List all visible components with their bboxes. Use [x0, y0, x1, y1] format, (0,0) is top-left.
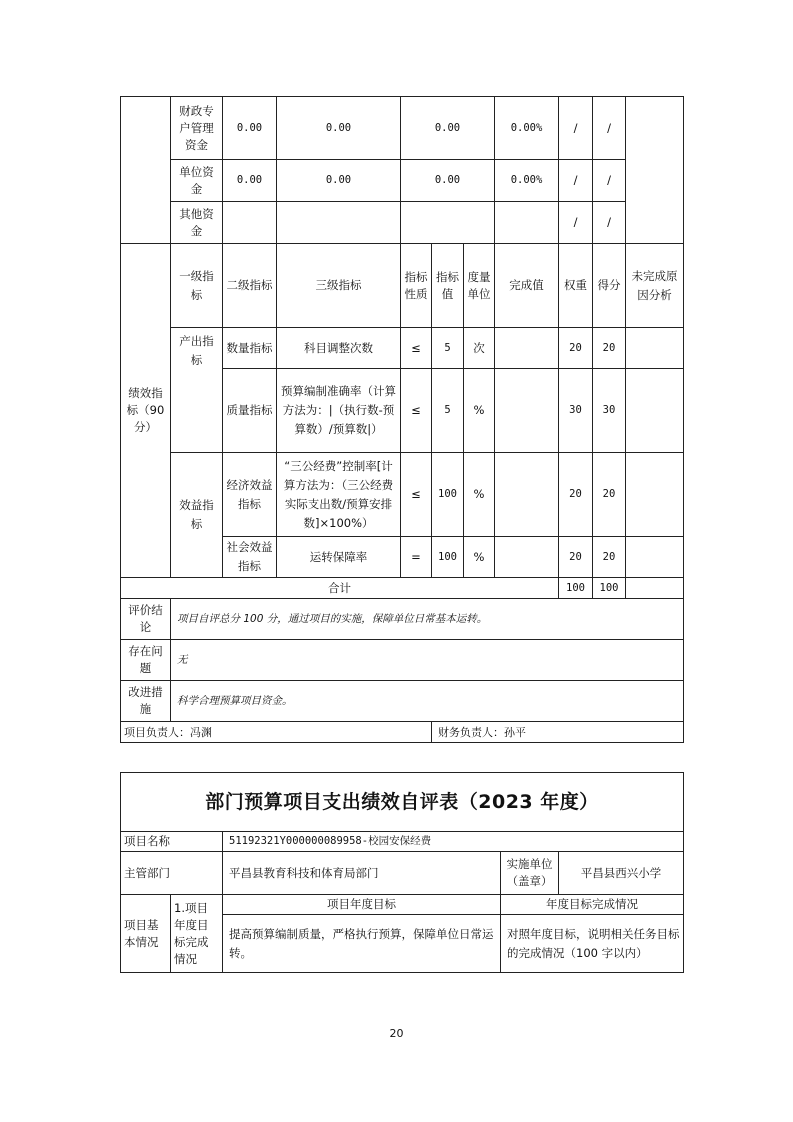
funding-row: [121, 202, 684, 244]
problems-label: 存在问题: [121, 640, 171, 681]
row-reason: [626, 537, 684, 578]
target-label: 1.项目年度目标完成情况: [171, 895, 223, 973]
row-value: 5: [432, 328, 464, 369]
row-value: 5: [432, 369, 464, 453]
header-score: 得分: [593, 244, 626, 328]
header-done: 完成值: [495, 244, 559, 328]
total-label: 合计: [121, 578, 559, 599]
funding-slash: /: [593, 202, 626, 244]
funding-label: 财政专户管理资金: [171, 97, 223, 160]
header-weight: 权重: [559, 244, 593, 328]
dept-value: 平昌县教育科技和体育局部门: [223, 852, 501, 895]
funding-value: 0.00: [277, 97, 401, 160]
header-value: 指标值: [432, 244, 464, 328]
row-score: 20: [593, 328, 626, 369]
project-name-label: 项目名称: [121, 832, 223, 852]
target-header-row: [121, 895, 684, 915]
project-leader: 项目负责人：冯渊: [121, 722, 432, 743]
form-title: 部门预算项目支出绩效自评表（2023 年度）: [121, 773, 684, 832]
impl-label: 实施单位（盖章）: [501, 852, 559, 895]
header-nature: 指标性质: [401, 244, 432, 328]
basic-label: 项目基本情况: [121, 895, 171, 973]
group-output: 产出指标: [171, 328, 223, 453]
row-weight: 20: [559, 537, 593, 578]
row-reason: [626, 369, 684, 453]
row-level3: 科目调整次数: [277, 328, 401, 369]
funding-value: 0.00: [223, 97, 277, 160]
improve-row: [121, 681, 684, 722]
blank-cell: [626, 578, 684, 599]
row-score: 30: [593, 369, 626, 453]
row-value: 100: [432, 453, 464, 537]
header-reason: 未完成原因分析: [626, 244, 684, 328]
form-title-row: [121, 773, 684, 832]
funding-label: 单位资金: [171, 160, 223, 202]
self-evaluation-form: [120, 772, 684, 973]
row-value: 100: [432, 537, 464, 578]
funding-value: 0.00: [223, 160, 277, 202]
funding-slash: /: [559, 160, 593, 202]
funding-rate: [495, 202, 559, 244]
funding-value: 0.00: [401, 160, 495, 202]
funding-value: [223, 202, 277, 244]
row-done: [495, 369, 559, 453]
annual-target-header: 项目年度目标: [223, 895, 501, 915]
row-level3: 预算编制准确率（计算方法为：|（执行数-预算数）/预算数|）: [277, 369, 401, 453]
row-nature: =: [401, 537, 432, 578]
funding-label: 其他资金: [171, 202, 223, 244]
conclusion-row: [121, 599, 684, 640]
perf-row: [121, 453, 684, 537]
row-level2: 社会效益指标: [223, 537, 277, 578]
header-unit: 度量单位: [464, 244, 495, 328]
funding-rate: 0.00%: [495, 97, 559, 160]
perf-header-row: [121, 244, 684, 328]
conclusion-text: 项目自评总分 100 分，通过项目的实施，保障单位日常基本运转。: [171, 599, 684, 640]
row-done: [495, 453, 559, 537]
dept-row: [121, 852, 684, 895]
total-row: [121, 578, 684, 599]
row-score: 20: [593, 537, 626, 578]
funding-slash: /: [559, 97, 593, 160]
row-nature: ≤: [401, 453, 432, 537]
funding-value: 0.00: [277, 160, 401, 202]
row-unit: 次: [464, 328, 495, 369]
funding-slash: /: [593, 160, 626, 202]
row-level2: 数量指标: [223, 328, 277, 369]
row-unit: %: [464, 537, 495, 578]
row-nature: ≤: [401, 369, 432, 453]
total-score: 100: [593, 578, 626, 599]
row-unit: %: [464, 369, 495, 453]
row-unit: %: [464, 453, 495, 537]
blank-cell: [121, 97, 171, 244]
improve-text: 科学合理预算项目资金。: [171, 681, 684, 722]
page-number: 20: [389, 1027, 404, 1040]
row-nature: ≤: [401, 328, 432, 369]
row-weight: 30: [559, 369, 593, 453]
conclusion-label: 评价结论: [121, 599, 171, 640]
dept-label: 主管部门: [121, 852, 223, 895]
funding-rate: 0.00%: [495, 160, 559, 202]
performance-table: [120, 96, 684, 743]
row-reason: [626, 453, 684, 537]
problems-text: 无: [171, 640, 684, 681]
total-weight: 100: [559, 578, 593, 599]
funding-row: [121, 160, 684, 202]
annual-target-text: 提高预算编制质量，严格执行预算，保障单位日常运转。: [223, 915, 501, 973]
header-level2: 二级指标: [223, 244, 277, 328]
funding-row: [121, 97, 684, 160]
group-benefit: 效益指标: [171, 453, 223, 578]
perf-section-label: 绩效指标（90分）: [121, 244, 171, 578]
funding-value: 0.00: [401, 97, 495, 160]
perf-row: [121, 328, 684, 369]
funding-slash: /: [559, 202, 593, 244]
row-weight: 20: [559, 328, 593, 369]
finance-leader: 财务负责人：孙平: [432, 722, 684, 743]
impl-value: 平昌县西兴小学: [559, 852, 684, 895]
row-reason: [626, 328, 684, 369]
project-name-row: [121, 832, 684, 852]
blank-cell: [626, 97, 684, 244]
completion-header: 年度目标完成情况: [501, 895, 684, 915]
problems-row: [121, 640, 684, 681]
row-done: [495, 328, 559, 369]
row-done: [495, 537, 559, 578]
row-score: 20: [593, 453, 626, 537]
header-level1: 一级指标: [171, 244, 223, 328]
row-level2: 质量指标: [223, 369, 277, 453]
funding-value: [401, 202, 495, 244]
row-weight: 20: [559, 453, 593, 537]
row-level2: 经济效益指标: [223, 453, 277, 537]
funding-value: [277, 202, 401, 244]
project-name-value: 51192321Y000000089958-校园安保经费: [223, 832, 684, 852]
completion-text: 对照年度目标，说明相关任务目标的完成情况（100 字以内）: [501, 915, 684, 973]
header-level3: 三级指标: [277, 244, 401, 328]
signers-row: [121, 722, 684, 743]
row-level3: 运转保障率: [277, 537, 401, 578]
improve-label: 改进措施: [121, 681, 171, 722]
row-level3: “三公经费”控制率[计算方法为：（三公经费实际支出数/预算安排数]×100%）: [277, 453, 401, 537]
funding-slash: /: [593, 97, 626, 160]
